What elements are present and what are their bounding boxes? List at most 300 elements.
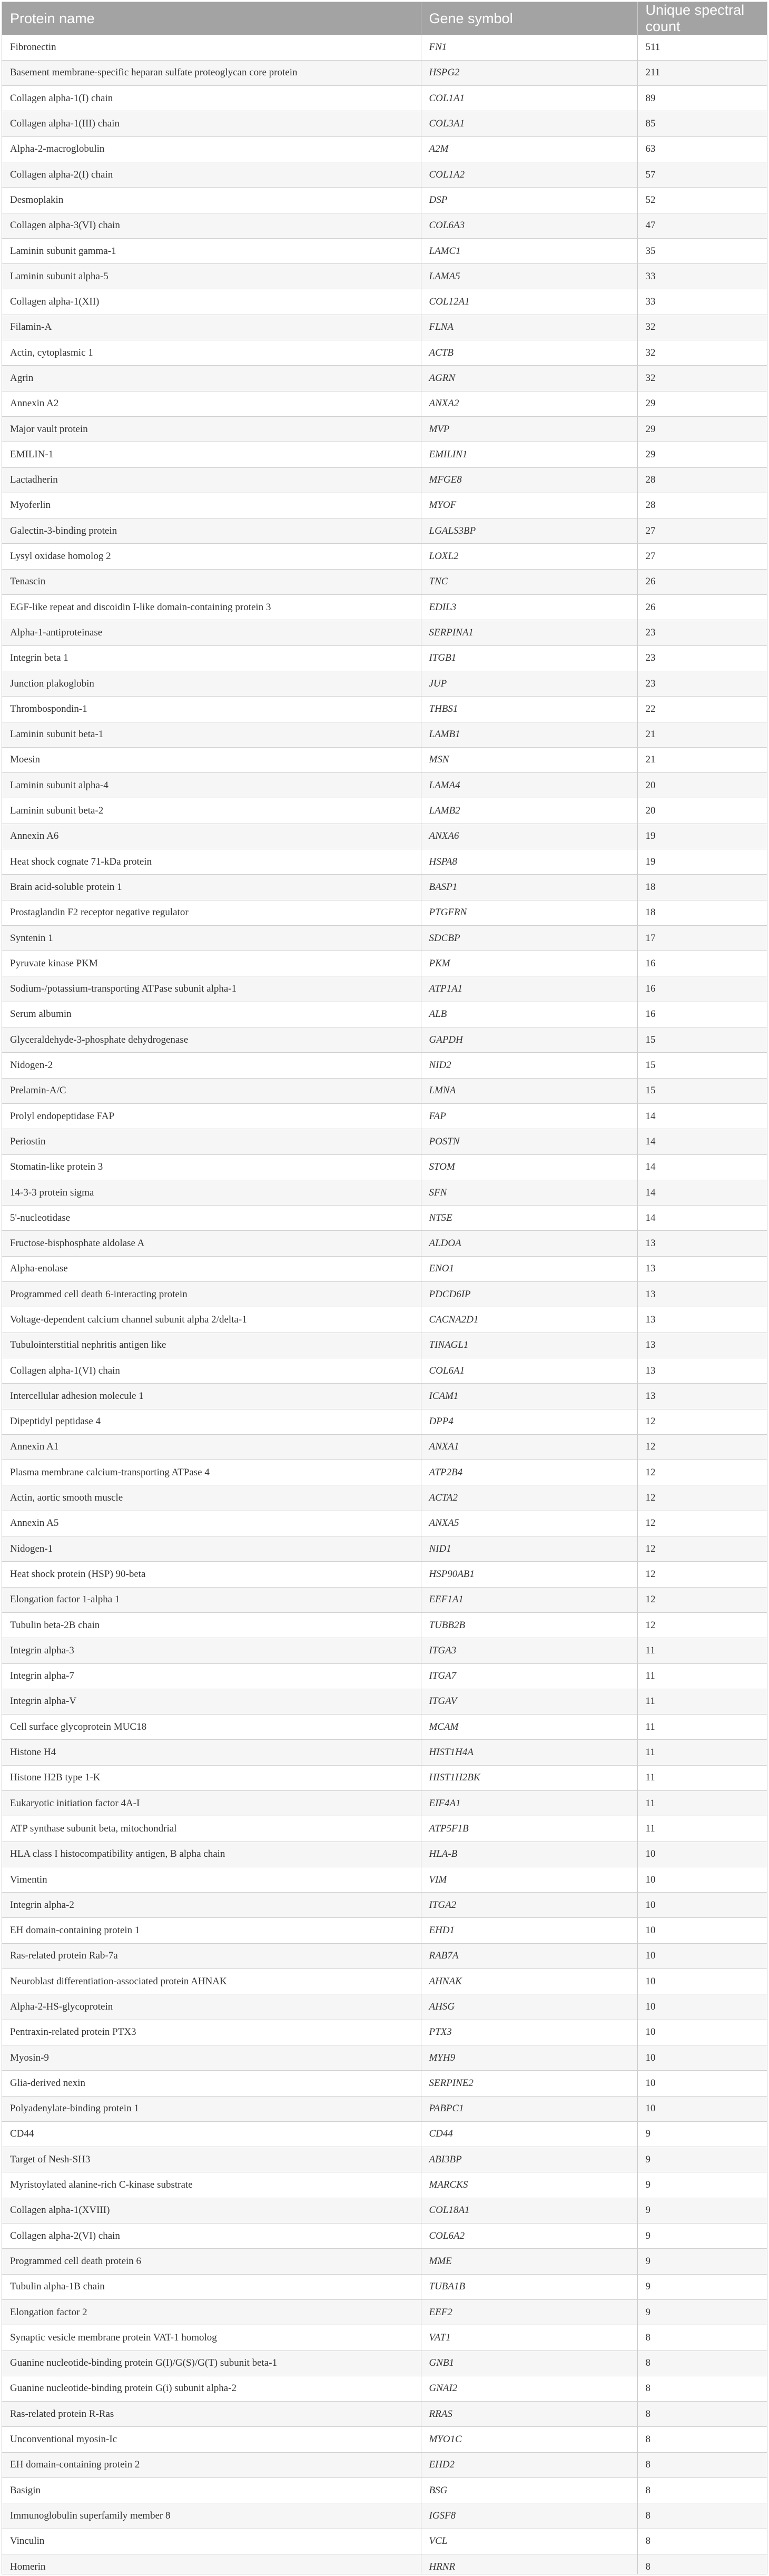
cell-gene-symbol: COL6A3 — [421, 213, 637, 238]
cell-gene-symbol: EEF1A1 — [421, 1587, 637, 1612]
cell-protein-name: Prolyl endopeptidase FAP — [2, 1103, 421, 1129]
header-row — [2, 2, 767, 35]
cell-protein-name: ATP synthase subunit beta, mitochondrial — [2, 1816, 421, 1842]
table-row — [2, 645, 767, 671]
table-row — [2, 1103, 767, 1129]
cell-gene-symbol: TUBB2B — [421, 1612, 637, 1638]
cell-protein-name: Myoferlin — [2, 493, 421, 518]
cell-spectral-count: 18 — [637, 900, 767, 925]
table-row — [2, 136, 767, 162]
cell-gene-symbol: ATP1A1 — [421, 976, 637, 1002]
table-body — [2, 35, 767, 2574]
cell-protein-name: Target of Nesh-SH3 — [2, 2147, 421, 2172]
cell-gene-symbol: NID1 — [421, 1536, 637, 1562]
cell-gene-symbol: ITGAV — [421, 1689, 637, 1714]
cell-gene-symbol: MYH9 — [421, 2045, 637, 2070]
cell-protein-name: Ras-related protein R-Ras — [2, 2402, 421, 2427]
cell-spectral-count: 12 — [637, 1562, 767, 1587]
table-row — [2, 2249, 767, 2274]
table-row — [2, 1434, 767, 1460]
cell-protein-name: EH domain-containing protein 1 — [2, 1918, 421, 1943]
table-row — [2, 1231, 767, 1256]
table-row — [2, 1358, 767, 1383]
table-row — [2, 2274, 767, 2299]
cell-gene-symbol: SFN — [421, 1180, 637, 1205]
table-row — [2, 544, 767, 569]
cell-gene-symbol: PTGFRN — [421, 900, 637, 925]
cell-spectral-count: 10 — [637, 1918, 767, 1943]
table-row — [2, 188, 767, 213]
cell-spectral-count: 21 — [637, 747, 767, 772]
cell-gene-symbol: HIST1H4A — [421, 1740, 637, 1765]
table-row — [2, 798, 767, 824]
table-row — [2, 2172, 767, 2198]
cell-gene-symbol: GNB1 — [421, 2350, 637, 2376]
cell-gene-symbol: DSP — [421, 188, 637, 213]
table-row — [2, 849, 767, 875]
table-row — [2, 1409, 767, 1434]
cell-protein-name: Elongation factor 1-alpha 1 — [2, 1587, 421, 1612]
cell-gene-symbol: FLNA — [421, 315, 637, 340]
cell-spectral-count: 23 — [637, 671, 767, 696]
cell-protein-name: Integrin alpha-2 — [2, 1893, 421, 1918]
cell-spectral-count: 26 — [637, 595, 767, 620]
cell-gene-symbol: EMILIN1 — [421, 442, 637, 467]
cell-gene-symbol: LAMA4 — [421, 773, 637, 798]
table-row — [2, 569, 767, 594]
cell-protein-name: Annexin A1 — [2, 1434, 421, 1460]
cell-spectral-count: 9 — [637, 2121, 767, 2147]
cell-spectral-count: 29 — [637, 416, 767, 442]
cell-gene-symbol: HSP90AB1 — [421, 1562, 637, 1587]
cell-protein-name: Fructose-bisphosphate aldolase A — [2, 1231, 421, 1256]
cell-protein-name: Heat shock protein (HSP) 90-beta — [2, 1562, 421, 1587]
cell-spectral-count: 9 — [637, 2274, 767, 2299]
cell-spectral-count: 23 — [637, 645, 767, 671]
cell-gene-symbol: PABPC1 — [421, 2096, 637, 2121]
cell-spectral-count: 8 — [637, 2350, 767, 2376]
table-row — [2, 1562, 767, 1587]
cell-spectral-count: 10 — [637, 2096, 767, 2121]
header-protein-name: Protein name — [2, 2, 421, 35]
cell-spectral-count: 9 — [637, 2249, 767, 2274]
cell-protein-name: Collagen alpha-2(I) chain — [2, 162, 421, 187]
table-row — [2, 2299, 767, 2325]
cell-gene-symbol: FAP — [421, 1103, 637, 1129]
cell-gene-symbol: AHNAK — [421, 1969, 637, 1994]
table-row — [2, 238, 767, 263]
table-row — [2, 2224, 767, 2249]
cell-protein-name: Laminin subunit beta-1 — [2, 722, 421, 747]
cell-spectral-count: 32 — [637, 315, 767, 340]
cell-protein-name: Actin, aortic smooth muscle — [2, 1485, 421, 1511]
cell-spectral-count: 11 — [637, 1765, 767, 1790]
cell-gene-symbol: ITGA7 — [421, 1663, 637, 1689]
cell-protein-name: Collagen alpha-3(VI) chain — [2, 213, 421, 238]
table-row — [2, 1969, 767, 1994]
table-row — [2, 1078, 767, 1103]
cell-gene-symbol: GNAI2 — [421, 2376, 637, 2401]
table-row — [2, 697, 767, 722]
cell-gene-symbol: ABI3BP — [421, 2147, 637, 2172]
cell-spectral-count: 14 — [637, 1129, 767, 1154]
cell-gene-symbol: NID2 — [421, 1053, 637, 1078]
table-row — [2, 671, 767, 696]
table-row — [2, 1027, 767, 1053]
cell-spectral-count: 28 — [637, 467, 767, 493]
cell-protein-name: Tubulointerstitial nephritis antigen like — [2, 1333, 421, 1358]
cell-gene-symbol: HRNR — [421, 2554, 637, 2574]
cell-spectral-count: 12 — [637, 1409, 767, 1434]
cell-spectral-count: 32 — [637, 366, 767, 391]
cell-gene-symbol: MVP — [421, 416, 637, 442]
cell-gene-symbol: EEF2 — [421, 2299, 637, 2325]
cell-protein-name: Guanine nucleotide-binding protein G(i) subunit alpha-2 — [2, 2376, 421, 2401]
cell-spectral-count: 13 — [637, 1384, 767, 1409]
cell-protein-name: Annexin A2 — [2, 391, 421, 416]
table-row — [2, 289, 767, 315]
table-row — [2, 1053, 767, 1078]
table-row — [2, 391, 767, 416]
cell-gene-symbol: ATP2B4 — [421, 1460, 637, 1485]
cell-gene-symbol: ANXA5 — [421, 1511, 637, 1536]
cell-gene-symbol: EIF4A1 — [421, 1790, 637, 1816]
cell-protein-name: Myristoylated alanine-rich C-kinase substrate — [2, 2172, 421, 2198]
cell-protein-name: Lysyl oxidase homolog 2 — [2, 544, 421, 569]
cell-protein-name: Vinculin — [2, 2529, 421, 2554]
table-row — [2, 1256, 767, 1281]
cell-gene-symbol: BSG — [421, 2478, 637, 2503]
cell-gene-symbol: ALB — [421, 1002, 637, 1027]
cell-spectral-count: 12 — [637, 1536, 767, 1562]
table-row — [2, 620, 767, 645]
cell-protein-name: Laminin subunit alpha-4 — [2, 773, 421, 798]
protein-table — [2, 2, 767, 2574]
cell-protein-name: Prostaglandin F2 receptor negative regulator — [2, 900, 421, 925]
cell-protein-name: Laminin subunit beta-2 — [2, 798, 421, 824]
table-row — [2, 162, 767, 187]
cell-spectral-count: 29 — [637, 442, 767, 467]
cell-gene-symbol: TUBA1B — [421, 2274, 637, 2299]
cell-gene-symbol: VAT1 — [421, 2325, 637, 2350]
cell-spectral-count: 11 — [637, 1715, 767, 1740]
cell-protein-name: Glia-derived nexin — [2, 2071, 421, 2096]
cell-spectral-count: 33 — [637, 289, 767, 315]
table-row — [2, 1154, 767, 1180]
cell-gene-symbol: BASP1 — [421, 875, 637, 900]
cell-protein-name: Tubulin beta-2B chain — [2, 1612, 421, 1638]
cell-protein-name: Periostin — [2, 1129, 421, 1154]
table-row — [2, 1384, 767, 1409]
cell-protein-name: Filamin-A — [2, 315, 421, 340]
cell-protein-name: Annexin A6 — [2, 824, 421, 849]
cell-spectral-count: 57 — [637, 162, 767, 187]
cell-protein-name: Synaptic vesicle membrane protein VAT-1 homolog — [2, 2325, 421, 2350]
cell-spectral-count: 12 — [637, 1485, 767, 1511]
cell-protein-name: Lactadherin — [2, 467, 421, 493]
table-row — [2, 976, 767, 1002]
cell-spectral-count: 8 — [637, 2376, 767, 2401]
cell-protein-name: Homerin — [2, 2554, 421, 2574]
cell-spectral-count: 18 — [637, 875, 767, 900]
cell-spectral-count: 9 — [637, 2147, 767, 2172]
cell-gene-symbol: SERPINE2 — [421, 2071, 637, 2096]
cell-spectral-count: 10 — [637, 2020, 767, 2045]
cell-spectral-count: 10 — [637, 1969, 767, 1994]
cell-spectral-count: 511 — [637, 35, 767, 60]
cell-gene-symbol: LAMC1 — [421, 238, 637, 263]
cell-protein-name: Basigin — [2, 2478, 421, 2503]
cell-protein-name: Histone H4 — [2, 1740, 421, 1765]
cell-spectral-count: 15 — [637, 1027, 767, 1053]
cell-gene-symbol: GAPDH — [421, 1027, 637, 1053]
table-row — [2, 595, 767, 620]
table-row — [2, 1206, 767, 1231]
table-row — [2, 2427, 767, 2452]
table-row — [2, 1943, 767, 1968]
cell-gene-symbol: CACNA2D1 — [421, 1307, 637, 1333]
cell-gene-symbol: HSPG2 — [421, 60, 637, 85]
cell-spectral-count: 29 — [637, 391, 767, 416]
cell-gene-symbol: PTX3 — [421, 2020, 637, 2045]
cell-protein-name: Intercellular adhesion molecule 1 — [2, 1384, 421, 1409]
cell-gene-symbol: COL1A2 — [421, 162, 637, 187]
cell-gene-symbol: PDCD6IP — [421, 1282, 637, 1307]
cell-spectral-count: 47 — [637, 213, 767, 238]
cell-spectral-count: 8 — [637, 2325, 767, 2350]
table-row — [2, 2376, 767, 2401]
cell-gene-symbol: STOM — [421, 1154, 637, 1180]
cell-gene-symbol: COL3A1 — [421, 111, 637, 136]
cell-protein-name: Alpha-1-antiproteinase — [2, 620, 421, 645]
cell-spectral-count: 21 — [637, 722, 767, 747]
cell-protein-name: Moesin — [2, 747, 421, 772]
cell-spectral-count: 89 — [637, 86, 767, 111]
cell-gene-symbol: ATP5F1B — [421, 1816, 637, 1842]
cell-protein-name: Collagen alpha-1(XII) — [2, 289, 421, 315]
cell-spectral-count: 11 — [637, 1689, 767, 1714]
cell-spectral-count: 22 — [637, 697, 767, 722]
cell-spectral-count: 15 — [637, 1053, 767, 1078]
cell-protein-name: Unconventional myosin-Ic — [2, 2427, 421, 2452]
cell-spectral-count: 12 — [637, 1612, 767, 1638]
cell-spectral-count: 14 — [637, 1206, 767, 1231]
cell-spectral-count: 8 — [637, 2503, 767, 2529]
cell-spectral-count: 211 — [637, 60, 767, 85]
cell-gene-symbol: LAMB2 — [421, 798, 637, 824]
table-row — [2, 1918, 767, 1943]
cell-gene-symbol: LAMB1 — [421, 722, 637, 747]
table-row — [2, 264, 767, 289]
cell-spectral-count: 27 — [637, 544, 767, 569]
cell-spectral-count: 12 — [637, 1434, 767, 1460]
cell-spectral-count: 8 — [637, 2452, 767, 2477]
cell-protein-name: Ras-related protein Rab-7a — [2, 1943, 421, 1968]
cell-gene-symbol: RAB7A — [421, 1943, 637, 1968]
cell-protein-name: Collagen alpha-1(I) chain — [2, 86, 421, 111]
cell-protein-name: Eukaryotic initiation factor 4A-I — [2, 1790, 421, 1816]
cell-protein-name: Junction plakoglobin — [2, 671, 421, 696]
cell-protein-name: Tubulin alpha-1B chain — [2, 2274, 421, 2299]
cell-gene-symbol: ALDOA — [421, 1231, 637, 1256]
cell-spectral-count: 10 — [637, 2071, 767, 2096]
table-row — [2, 1536, 767, 1562]
cell-gene-symbol: JUP — [421, 671, 637, 696]
table-row — [2, 2402, 767, 2427]
cell-protein-name: EH domain-containing protein 2 — [2, 2452, 421, 2477]
cell-protein-name: Myosin-9 — [2, 2045, 421, 2070]
cell-spectral-count: 85 — [637, 111, 767, 136]
cell-spectral-count: 17 — [637, 925, 767, 951]
cell-spectral-count: 11 — [637, 1663, 767, 1689]
table-row — [2, 213, 767, 238]
cell-gene-symbol: IGSF8 — [421, 2503, 637, 2529]
cell-protein-name: Vimentin — [2, 1867, 421, 1892]
cell-spectral-count: 8 — [637, 2402, 767, 2427]
cell-spectral-count: 9 — [637, 2198, 767, 2223]
cell-protein-name: Collagen alpha-1(III) chain — [2, 111, 421, 136]
cell-spectral-count: 10 — [637, 1943, 767, 1968]
cell-protein-name: Nidogen-2 — [2, 1053, 421, 1078]
cell-gene-symbol: MYO1C — [421, 2427, 637, 2452]
cell-gene-symbol: COL6A2 — [421, 2224, 637, 2249]
cell-protein-name: Integrin beta 1 — [2, 645, 421, 671]
cell-protein-name: Collagen alpha-1(XVIII) — [2, 2198, 421, 2223]
cell-spectral-count: 11 — [637, 1638, 767, 1663]
table-row — [2, 2350, 767, 2376]
cell-protein-name: Pyruvate kinase PKM — [2, 951, 421, 976]
cell-protein-name: Galectin-3-binding protein — [2, 518, 421, 544]
cell-spectral-count: 16 — [637, 951, 767, 976]
cell-protein-name: EGF-like repeat and discoidin I-like domain-containing protein 3 — [2, 595, 421, 620]
table-row — [2, 416, 767, 442]
cell-protein-name: Collagen alpha-1(VI) chain — [2, 1358, 421, 1383]
cell-spectral-count: 8 — [637, 2529, 767, 2554]
cell-spectral-count: 33 — [637, 264, 767, 289]
cell-gene-symbol: HIST1H2BK — [421, 1765, 637, 1790]
cell-protein-name: Annexin A5 — [2, 1511, 421, 1536]
cell-spectral-count: 12 — [637, 1511, 767, 1536]
table-row — [2, 2529, 767, 2554]
cell-spectral-count: 14 — [637, 1154, 767, 1180]
table-row — [2, 1816, 767, 1842]
cell-spectral-count: 13 — [637, 1282, 767, 1307]
cell-spectral-count: 13 — [637, 1231, 767, 1256]
cell-protein-name: Thrombospondin-1 — [2, 697, 421, 722]
cell-spectral-count: 13 — [637, 1256, 767, 1281]
table-row — [2, 1994, 767, 2020]
table-row — [2, 1715, 767, 1740]
cell-gene-symbol: MME — [421, 2249, 637, 2274]
cell-gene-symbol: FN1 — [421, 35, 637, 60]
cell-spectral-count: 8 — [637, 2478, 767, 2503]
cell-protein-name: EMILIN-1 — [2, 442, 421, 467]
cell-protein-name: Stomatin-like protein 3 — [2, 1154, 421, 1180]
cell-spectral-count: 9 — [637, 2172, 767, 2198]
cell-spectral-count: 20 — [637, 798, 767, 824]
cell-gene-symbol: THBS1 — [421, 697, 637, 722]
table-row — [2, 722, 767, 747]
table-row — [2, 86, 767, 111]
cell-protein-name: Glyceraldehyde-3-phosphate dehydrogenase — [2, 1027, 421, 1053]
cell-gene-symbol: TINAGL1 — [421, 1333, 637, 1358]
table-row — [2, 315, 767, 340]
table-row — [2, 518, 767, 544]
cell-gene-symbol: HSPA8 — [421, 849, 637, 875]
cell-spectral-count: 14 — [637, 1180, 767, 1205]
table-row — [2, 1740, 767, 1765]
table-row — [2, 2452, 767, 2477]
cell-protein-name: Polyadenylate-binding protein 1 — [2, 2096, 421, 2121]
cell-protein-name: Fibronectin — [2, 35, 421, 60]
cell-protein-name: Guanine nucleotide-binding protein G(I)/G(S)/G(T) subunit beta-1 — [2, 2350, 421, 2376]
cell-gene-symbol: ITGA2 — [421, 1893, 637, 1918]
cell-protein-name: Major vault protein — [2, 416, 421, 442]
table-row — [2, 493, 767, 518]
table-row — [2, 1485, 767, 1511]
cell-spectral-count: 9 — [637, 2299, 767, 2325]
cell-protein-name: Cell surface glycoprotein MUC18 — [2, 1715, 421, 1740]
cell-gene-symbol: COL12A1 — [421, 289, 637, 315]
cell-gene-symbol: ITGB1 — [421, 645, 637, 671]
cell-protein-name: Alpha-2-HS-glycoprotein — [2, 1994, 421, 2020]
table-row — [2, 1612, 767, 1638]
table-row — [2, 1765, 767, 1790]
table-row — [2, 900, 767, 925]
table-row — [2, 1893, 767, 1918]
cell-gene-symbol: MSN — [421, 747, 637, 772]
cell-protein-name: Alpha-2-macroglobulin — [2, 136, 421, 162]
cell-protein-name: Immunoglobulin superfamily member 8 — [2, 2503, 421, 2529]
cell-gene-symbol: ANXA1 — [421, 1434, 637, 1460]
table-row — [2, 2198, 767, 2223]
cell-gene-symbol: ANXA6 — [421, 824, 637, 849]
cell-protein-name: Agrin — [2, 366, 421, 391]
table-row — [2, 111, 767, 136]
cell-gene-symbol: VIM — [421, 1867, 637, 1892]
table-row — [2, 1333, 767, 1358]
cell-spectral-count: 9 — [637, 2224, 767, 2249]
cell-protein-name: Integrin alpha-7 — [2, 1663, 421, 1689]
cell-spectral-count: 15 — [637, 1078, 767, 1103]
cell-spectral-count: 35 — [637, 238, 767, 263]
cell-spectral-count: 13 — [637, 1358, 767, 1383]
cell-gene-symbol: AGRN — [421, 366, 637, 391]
cell-protein-name: Sodium-/potassium-transporting ATPase subunit alpha-1 — [2, 976, 421, 1002]
table-row — [2, 2121, 767, 2147]
cell-spectral-count: 23 — [637, 620, 767, 645]
table-row — [2, 467, 767, 493]
cell-gene-symbol: EDIL3 — [421, 595, 637, 620]
cell-protein-name: Desmoplakin — [2, 188, 421, 213]
cell-protein-name: Tenascin — [2, 569, 421, 594]
cell-gene-symbol: LMNA — [421, 1078, 637, 1103]
cell-protein-name: Elongation factor 2 — [2, 2299, 421, 2325]
table-row — [2, 2554, 767, 2574]
cell-spectral-count: 27 — [637, 518, 767, 544]
cell-protein-name: Serum albumin — [2, 1002, 421, 1027]
cell-gene-symbol: PKM — [421, 951, 637, 976]
table-row — [2, 2147, 767, 2172]
cell-spectral-count: 19 — [637, 824, 767, 849]
table-row — [2, 925, 767, 951]
cell-spectral-count: 11 — [637, 1816, 767, 1842]
cell-gene-symbol: MCAM — [421, 1715, 637, 1740]
table-row — [2, 1842, 767, 1867]
table-header — [2, 2, 767, 35]
cell-spectral-count: 16 — [637, 1002, 767, 1027]
table-row — [2, 2325, 767, 2350]
